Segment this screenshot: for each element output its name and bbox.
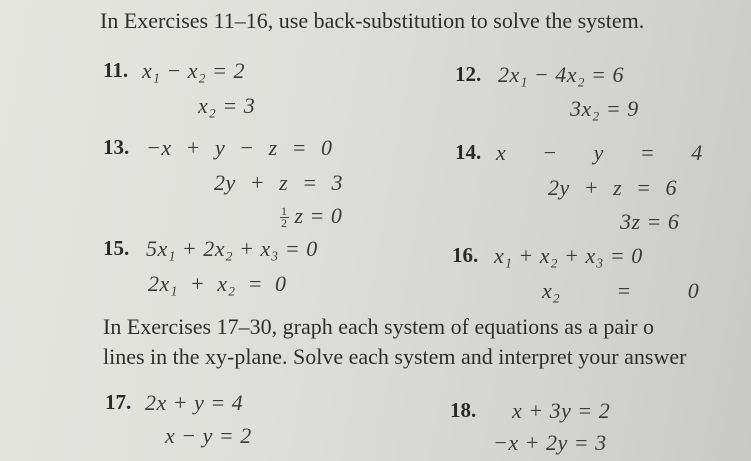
exercise-12-equation-2: 3x₂ = 9 <box>570 96 639 121</box>
exercise-11-equation-1: x₁ − x₂ = 2 <box>142 58 246 83</box>
exercise-14-equation-3: 3z = 6 <box>620 209 680 234</box>
exercise-14-equation-1: x − y = 4 <box>496 140 703 165</box>
one-half-fraction: $\frac{1}{2}$ <box>281 204 288 231</box>
exercise-15-equation-2: 2x₁ + x₂ = 0 <box>148 271 287 296</box>
exercise-11-equation-2: x₂ = 3 <box>198 93 256 118</box>
exercise-14-equation-2: 2y + z = 6 <box>548 175 678 200</box>
intro-text-17-30-line-1: In Exercises 17–30, graph each system of equations as a pair o <box>103 314 655 339</box>
exercise-18-equation-1: x + 3y = 2 <box>512 398 611 423</box>
exercise-15-equation-1: 5x₁ + 2x₂ + x₃ = 0 <box>146 236 318 261</box>
intro-text-17-30-line-2: lines in the xy-plane. Solve each system and interpret your answer <box>103 344 687 369</box>
exercise-13-equation-2: 2y + z = 3 <box>214 170 344 195</box>
exercise-13-equation-1: −x + y − z = 0 <box>146 135 333 160</box>
exercise-17-equation-1: 2x + y = 4 <box>145 390 244 415</box>
exercise-16-number: 16. <box>452 243 479 267</box>
exercise-11-number: 11. <box>103 58 129 82</box>
exercise-12-equation-1: 2x₁ − 4x₂ = 6 <box>498 62 625 87</box>
exercise-14-number: 14. <box>455 140 482 164</box>
exercise-15-number: 15. <box>103 236 130 260</box>
exercise-13-equation-3: $\frac{1}{2}$ z = 0 <box>281 203 343 231</box>
exercise-13-number: 13. <box>103 135 130 159</box>
intro-text-11-16: In Exercises 11–16, use back-substitution to solve the system. <box>100 8 645 33</box>
exercise-18-number: 18. <box>450 398 477 422</box>
exercise-12-number: 12. <box>455 62 482 86</box>
exercise-18-equation-2: −x + 2y = 3 <box>493 430 607 455</box>
exercise-17-number: 17. <box>105 390 132 414</box>
exercise-17-equation-2: x − y = 2 <box>165 423 252 448</box>
exercise-16-equation-2: x₂ = 0 <box>542 278 700 303</box>
exercise-16-equation-1: x₁ + x₂ + x₃ = 0 <box>494 243 643 268</box>
